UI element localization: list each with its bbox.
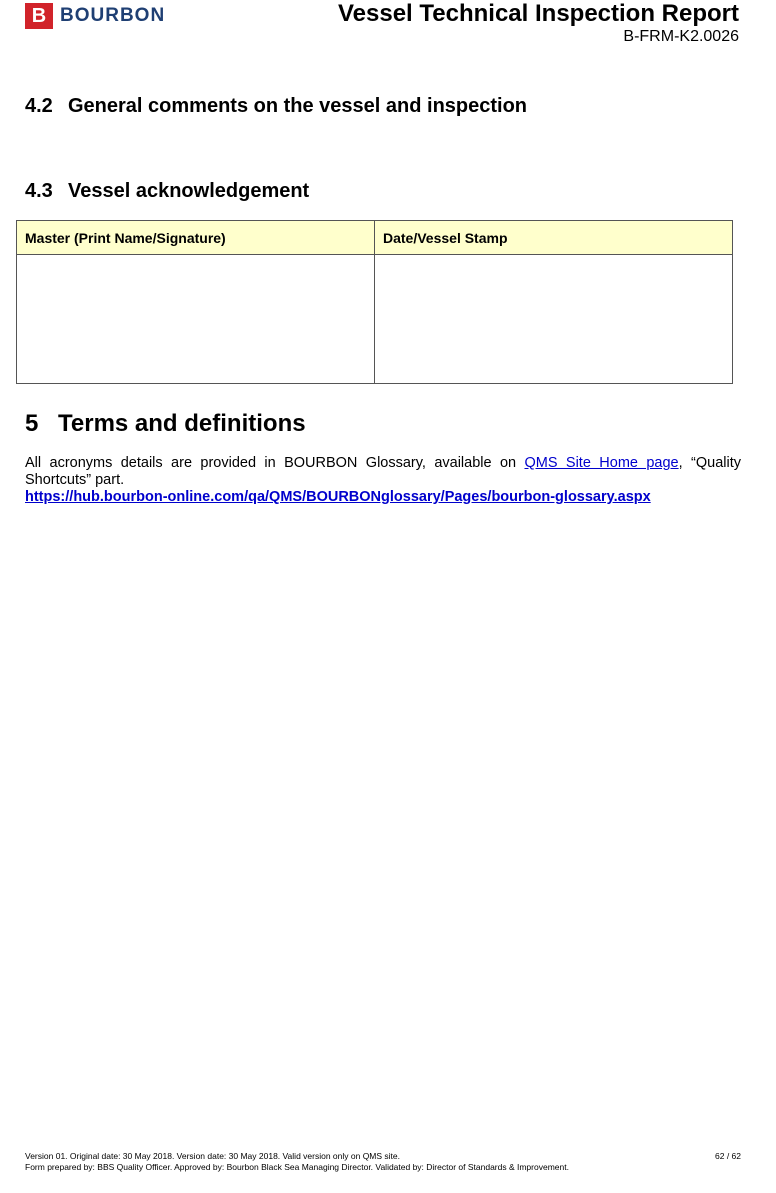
section-title: Vessel acknowledgement <box>68 180 310 202</box>
section-number: 4.2 <box>25 95 53 117</box>
page-number: 62 / 62 <box>715 1151 741 1161</box>
table-header-row <box>17 221 733 255</box>
section-number: 4.3 <box>25 180 53 202</box>
logo-wordmark: BOURBON <box>60 5 166 26</box>
vessel-acknowledgement-table <box>16 220 733 384</box>
master-signature-cell[interactable] <box>17 255 375 384</box>
terms-paragraph <box>25 455 741 489</box>
qms-site-home-link[interactable]: QMS Site Home page <box>524 455 679 471</box>
terms-text-before: All acronyms details are provided in BOURBON Glossary, available on <box>25 455 525 471</box>
section-title: General comments on the vessel and inspection <box>68 95 528 117</box>
terms-text-after: , “Quality Shortcuts” part. <box>25 455 741 488</box>
section-heading-4-2 <box>25 95 527 118</box>
glossary-url-link[interactable]: https://hub.bourbon-online.com/qa/QMS/BOURBONglossary/Pages/bourbon-glossary.aspx <box>25 489 651 505</box>
date-stamp-cell[interactable] <box>375 255 733 384</box>
footer-line-1: Version 01. Original date: 30 May 2018. Version date: 30 May 2018. Valid version only on QMS site. <box>25 1151 401 1161</box>
column-header-master: Master (Print Name/Signature) <box>17 221 375 255</box>
section-heading-5 <box>25 410 306 438</box>
bourbon-logo <box>25 3 165 29</box>
report-title: Vessel Technical Inspection Report <box>337 0 739 27</box>
logo-mark-icon: B <box>25 3 53 29</box>
footer-version-info <box>25 1151 569 1173</box>
section-number: 5 <box>25 410 39 437</box>
table-row <box>17 255 733 384</box>
column-header-date-stamp: Date/Vessel Stamp <box>375 221 733 255</box>
report-code: B-FRM-K2.0026 <box>623 28 739 45</box>
footer-line-2: Form prepared by: BBS Quality Officer. Approved by: Bourbon Black Sea Managing Director. Validated by: Director of Standards & Improvement. <box>25 1162 569 1172</box>
section-heading-4-3 <box>25 180 309 203</box>
section-title: Terms and definitions <box>58 410 306 437</box>
